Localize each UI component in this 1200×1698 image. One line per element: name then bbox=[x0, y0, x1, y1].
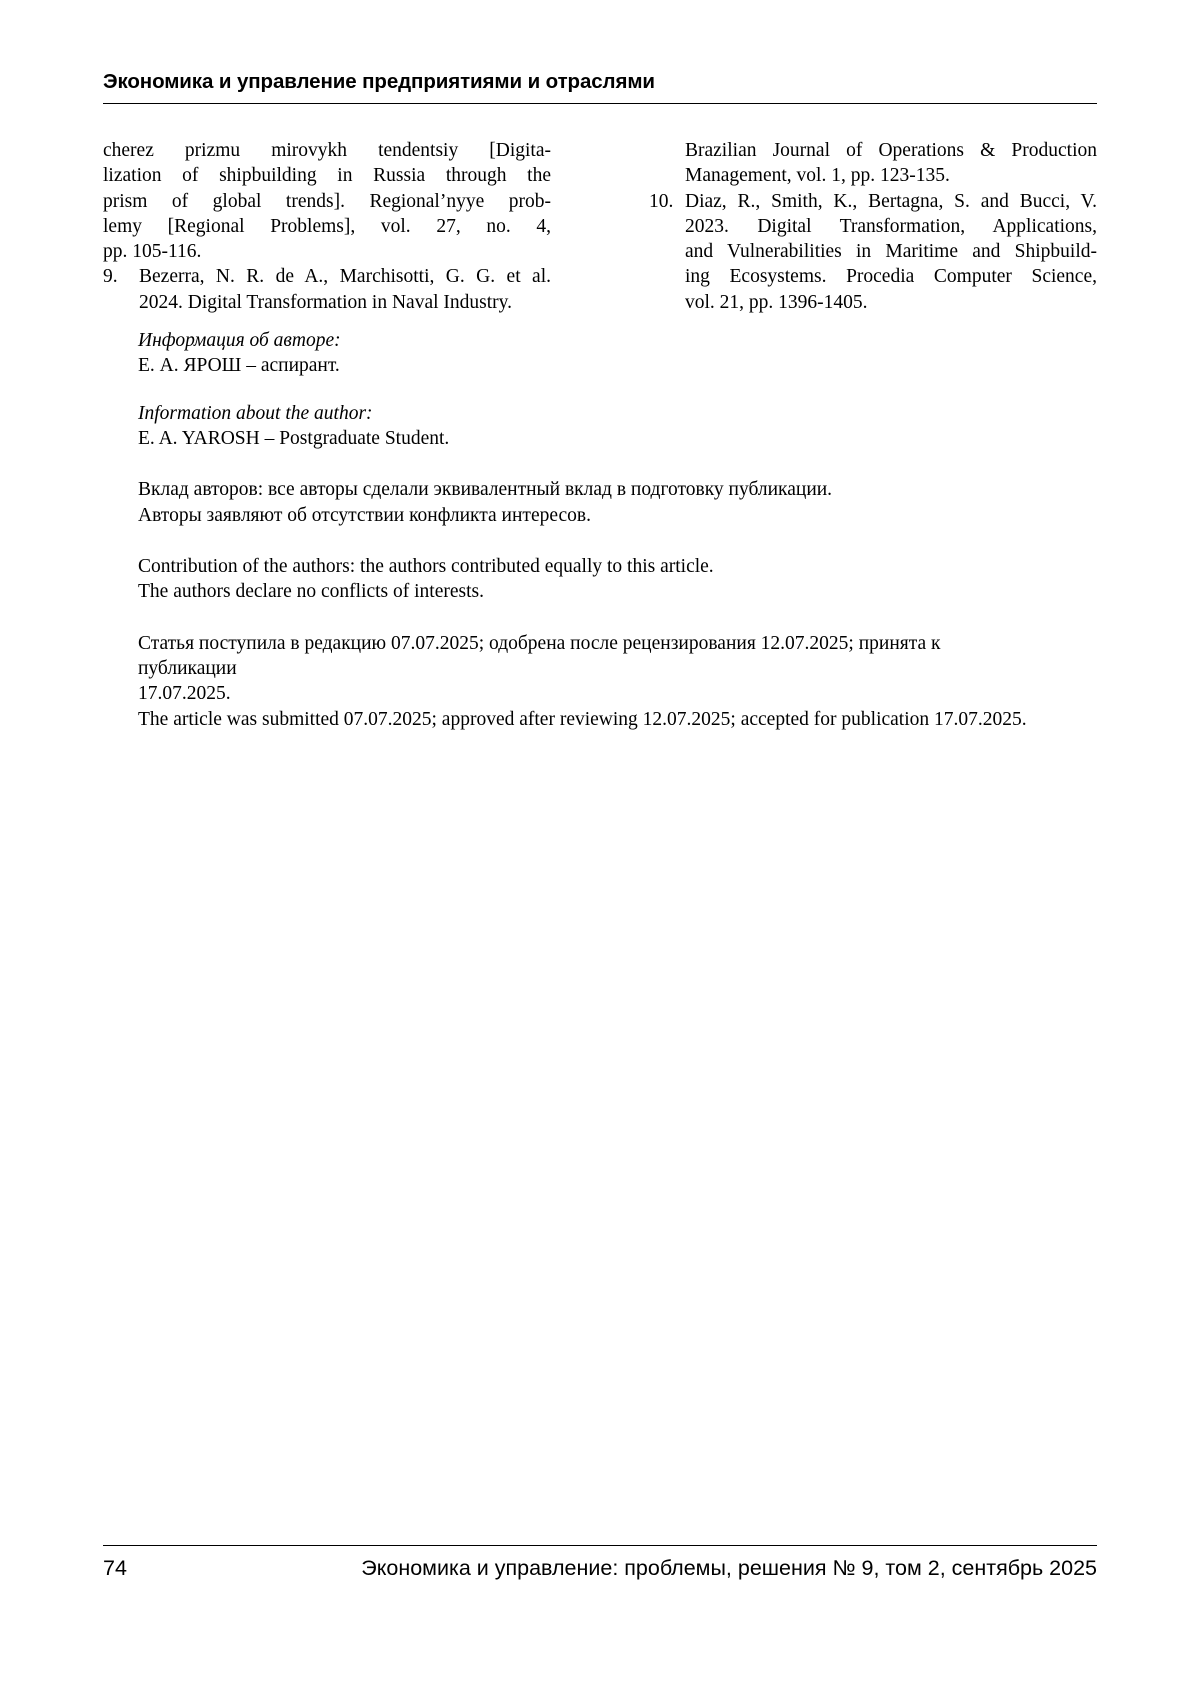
reference-item-9 bbox=[103, 264, 551, 315]
page-footer bbox=[103, 1545, 1097, 1581]
ref-9-line-1: Bezerra, N. R. de A., Marchisotti, G. G. et al. bbox=[139, 266, 551, 288]
reference-number-10: 10. bbox=[649, 190, 674, 212]
ref-9-cont-line-1: Brazilian Journal of Operations & Production bbox=[685, 140, 1097, 161]
spacer-4 bbox=[138, 605, 1038, 631]
reference-number-9: 9. bbox=[103, 266, 118, 288]
reference-text-9-continued bbox=[685, 138, 1097, 189]
footer-row bbox=[103, 1556, 1097, 1581]
page-number: 74 bbox=[103, 1556, 127, 1580]
ref-cont-line-2: lization of shipbuilding in Russia through the bbox=[103, 165, 551, 187]
ref-cont-line-3: prism of global trends]. Regional’nyye prob- bbox=[103, 190, 551, 212]
reference-number-spacer bbox=[649, 138, 685, 189]
reference-text-10 bbox=[685, 189, 1097, 315]
right-column bbox=[649, 138, 1097, 315]
reference-item-10 bbox=[649, 189, 1097, 315]
ref-10-line-1: Diaz, R., Smith, K., Bertagna, S. and Bucci, V. bbox=[685, 190, 1097, 212]
spacer-1 bbox=[138, 379, 1038, 401]
left-column bbox=[103, 138, 551, 315]
spacer-2 bbox=[138, 451, 1038, 477]
running-title: Экономика и управление предприятиями и отраслями bbox=[103, 70, 655, 93]
author-info-name-en: E. A. YAROSH – Postgraduate Student. bbox=[138, 428, 450, 450]
reference-text-9 bbox=[139, 264, 551, 315]
author-info-heading-ru: Информация об авторе: bbox=[138, 330, 341, 351]
ref-10-line-4: ing Ecosystems. Procedia Computer Science, bbox=[685, 266, 1097, 288]
dates-ru-line-1: Статья поступила в редакцию 07.07.2025; одобрена после рецензирования 12.07.2025; принята к публикации bbox=[138, 632, 941, 680]
contribution-en-line-2: The authors declare no conflicts of interests. bbox=[138, 581, 485, 603]
author-and-notes-block bbox=[138, 328, 1038, 732]
author-info-name-ru: Е. А. ЯРОШ – аспирант. bbox=[138, 355, 340, 377]
ref-cont-line-4: lemy [Regional Problems], vol. 27, no. 4, bbox=[103, 215, 551, 237]
contribution-ru-line-2: Авторы заявляют об отсутствии конфликта интересов. bbox=[138, 504, 591, 526]
two-column-body bbox=[103, 138, 1097, 315]
dates-ru-line-2: 17.07.2025. bbox=[138, 683, 231, 705]
ref-cont-line-1: cherez prizmu mirovykh tendentsiy [Digita- bbox=[103, 140, 551, 161]
page-header bbox=[103, 70, 1097, 104]
ref-9-line-2: 2024. Digital Transformation in Naval Industry. bbox=[139, 291, 512, 313]
ref-10-line-3: and Vulnerabilities in Maritime and Shipbuild- bbox=[685, 241, 1097, 262]
journal-issue-line: Экономика и управление: проблемы, решения № 9, том 2, сентябрь 2025 bbox=[361, 1556, 1097, 1580]
ref-10-line-5: vol. 21, pp. 1396-1405. bbox=[685, 291, 868, 313]
reference-item-9-continuation bbox=[649, 138, 1097, 189]
dates-en-line-1: The article was submitted 07.07.2025; approved after reviewing 12.07.2025; accepted for publication 17.07.2025. bbox=[138, 708, 1027, 730]
ref-10-line-2: 2023. Digital Transformation, Applications, bbox=[685, 215, 1097, 237]
header-divider bbox=[103, 103, 1097, 104]
contribution-en-line-1: Contribution of the authors: the authors contributed equally to this article. bbox=[138, 556, 714, 578]
author-info-heading-en: Information about the author: bbox=[138, 402, 373, 424]
footer-divider bbox=[103, 1545, 1097, 1546]
reference-continuation bbox=[103, 138, 551, 264]
reference-list-left bbox=[103, 138, 551, 315]
ref-9-cont-line-2: Management, vol. 1, pp. 123-135. bbox=[685, 165, 950, 187]
reference-list-right bbox=[649, 138, 1097, 315]
contribution-ru-line-1: Вклад авторов: все авторы сделали эквивалентный вклад в подготовку публикации. bbox=[138, 479, 833, 501]
ref-cont-line-5: pp. 105-116. bbox=[103, 241, 202, 262]
spacer-3 bbox=[138, 528, 1038, 554]
